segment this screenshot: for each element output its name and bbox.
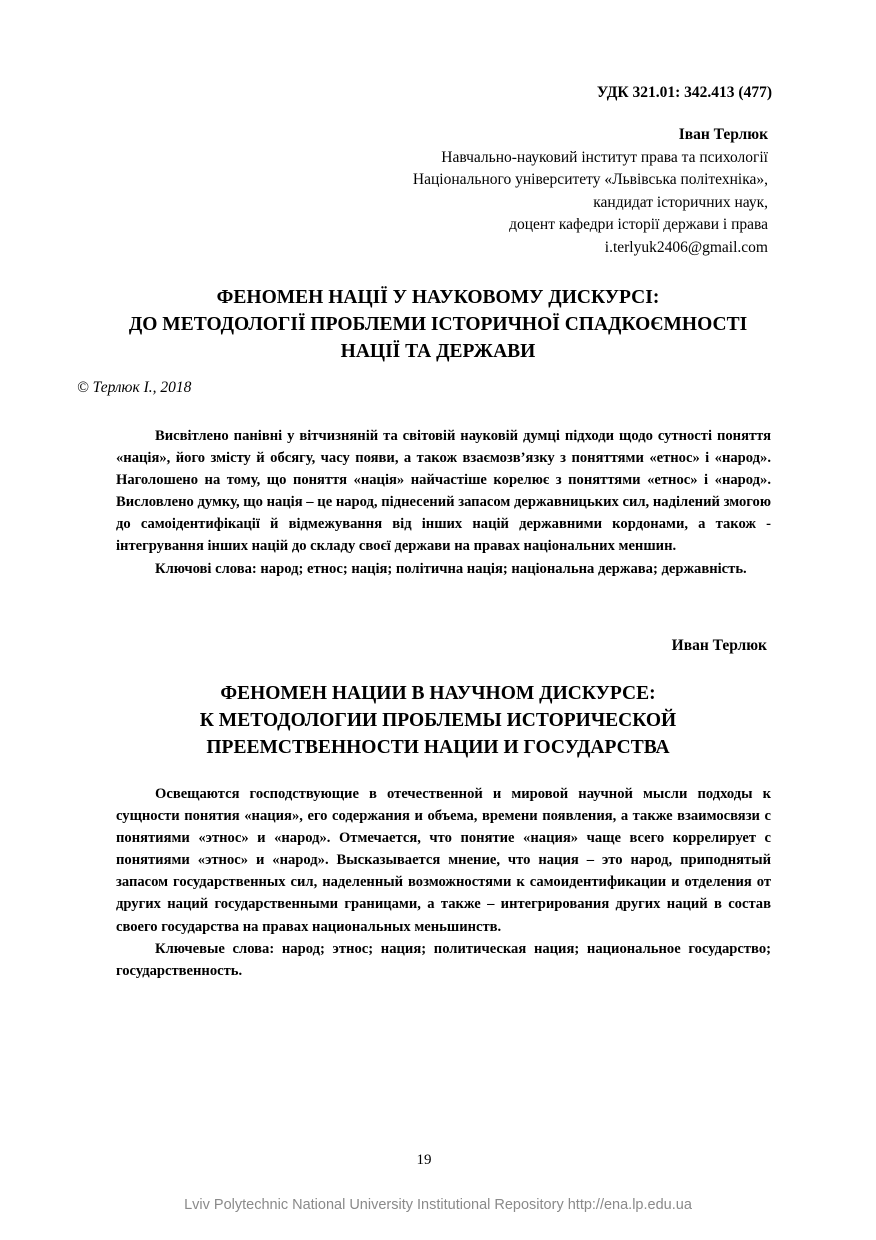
abstract-ua xyxy=(116,425,771,580)
title-line: ПРЕЕМСТВЕННОСТИ НАЦИИ И ГОСУДАРСТВА xyxy=(206,737,670,758)
keywords-ru: Ключевые слова: народ; этнос; нация; политическая нация; национальное государство; государственность. xyxy=(116,940,771,979)
abstract-ru xyxy=(116,783,771,982)
repository-footer: Lviv Polytechnic National University Institutional Repository http://ena.lp.edu.ua xyxy=(184,1197,692,1213)
affiliation-line: кандидат історичних наук, xyxy=(593,193,768,211)
title-ru xyxy=(60,680,816,761)
copyright: © Терлюк І., 2018 xyxy=(77,379,192,396)
title-line: К МЕТОДОЛОГИИ ПРОБЛЕМЫ ИСТОРИЧЕСКОЙ xyxy=(199,710,677,731)
affiliation-line: доцент кафедри історії держави і права xyxy=(509,216,768,233)
author-name-ru: Иван Терлюк xyxy=(671,637,767,654)
abstract-text-ru: Освещаются господствующие в отечественной и мировой научной мысли подходы к сущности понятия «нация», его содержания и объема, времени появления, а также взаимосвязи с понятиями «этнос» и «народ». Отмечается, что понятие «нация» чаще всего коррелирует с понятиями «этнос» и «народ». Высказывается мнение, что нация – это народ, приподнятый запасом государственных сил, наделенный возможностями к самоидентификации и отделения от других наций государственными границами, а также – интегрирования других наций в состав своего государства на правах национальных меньшинств. xyxy=(116,786,771,935)
abstract-text-ua: Висвітлено панівні у вітчизняній та світовій науковій думці підходи щодо сутності поняття «нація», його змісту й обсягу, часу появи, а також взаємозв’язку з поняттями «етнос» і «народ». Наголошено на тому, що поняття «нація» найчастіше корелює з поняттями «етнос» і «народ». Висловлено думку, що нація – це народ, піднесений запасом державницьких сил, наділений змогою до самоідентифікації й відмежування від інших націй державними кордонами, а також - інтегрування інших націй до складу своєї держави на правах національних меншин. xyxy=(116,428,771,555)
udc-code: УДК 321.01: 342.413 (477) xyxy=(596,84,772,101)
title-line: ДО МЕТОДОЛОГІЇ ПРОБЛЕМИ ІСТОРИЧНОЇ СПАДКОЄМНОСТІ xyxy=(128,314,748,335)
author-email: i.terlyuk2406@gmail.com xyxy=(604,238,768,256)
title-line: ФЕНОМЕН НАЦІЇ У НАУКОВОМУ ДИСКУРСІ: xyxy=(216,287,660,308)
affiliation-line: Навчально-науковий інститут права та психології xyxy=(441,148,768,166)
author-name-ua: Іван Терлюк xyxy=(678,126,768,143)
title-line: ФЕНОМЕН НАЦИИ В НАУЧНОМ ДИСКУРСЕ: xyxy=(220,683,656,704)
title-line: НАЦІЇ ТА ДЕРЖАВИ xyxy=(340,341,536,362)
keywords-ua: Ключові слова: народ; етнос; нація; політична нація; національна держава; державність. xyxy=(155,560,747,577)
title-ua xyxy=(60,284,816,365)
page-number: 19 xyxy=(416,1152,432,1168)
author-affiliation-ua xyxy=(0,124,768,259)
affiliation-line: Національного університету «Львівська політехніка», xyxy=(412,171,768,188)
